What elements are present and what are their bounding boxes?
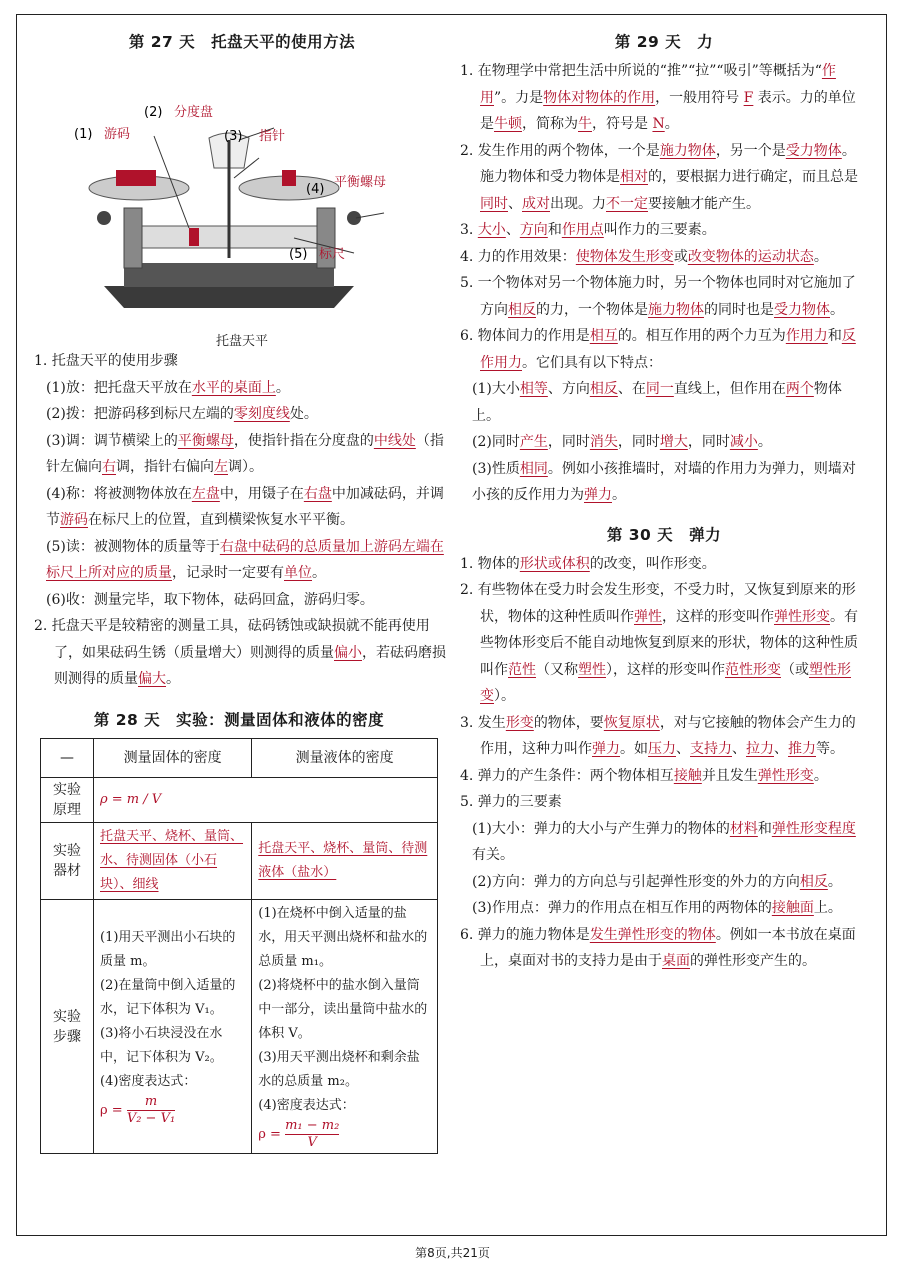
label-1-num: (1): [74, 127, 93, 142]
body-text: ，同时: [547, 434, 590, 450]
day29-title: 第 29 天 力: [614, 33, 714, 51]
body-text: ，另一个是: [715, 142, 786, 159]
label-dial: 分度盘: [174, 105, 214, 120]
answer-text: 成对: [522, 195, 550, 212]
body-text: 。有些物体形变后不能自动地恢复到原来的形状，物体的这种性质叫作: [480, 608, 858, 678]
day27-title: 第 27 天 托盘天平的使用方法: [128, 33, 356, 51]
equipment-solid: 托盘天平、烧杯、量筒、水、待测固体（小石块）、细线: [94, 823, 252, 900]
answer-text: 作用: [480, 63, 836, 106]
answer-text: 减小: [729, 434, 758, 450]
body-text: 中，用镊子在: [219, 485, 304, 502]
left-column: [34, 30, 450, 693]
body-text: 并且发生: [701, 767, 758, 784]
day30-item: [460, 710, 868, 763]
body-text: 叫作力的三要素。: [603, 222, 716, 238]
answer-text: 作用力: [785, 328, 828, 344]
body-text: 的。相互作用的两个力互为: [617, 328, 786, 344]
body-text: 。: [813, 248, 828, 265]
answer-text: 方向: [519, 222, 548, 238]
body-text: (1)放：把托盘天平放在: [46, 379, 192, 396]
body-text: ，使指针指在分度盘的: [233, 432, 374, 449]
liquid-step-4: (4)密度表达式：: [258, 1098, 355, 1113]
body-text: (2)方向：弹力的方向总与引起弹性形变的外力的方向: [472, 873, 800, 890]
answer-text: F: [743, 89, 754, 106]
answer-text: 相反: [508, 301, 536, 318]
day29-item: [460, 323, 868, 376]
balance-illustration: [34, 58, 450, 328]
body-text: 1. 托盘天平的使用步骤: [34, 353, 178, 369]
day27-item: [34, 587, 450, 614]
body-text: ）。: [494, 688, 515, 704]
day28-title: 第 28 天 实验：测量固体和液体的密度: [93, 711, 385, 729]
body-text: ，同时: [617, 434, 660, 450]
answer-text: 使物体发生形变: [575, 248, 674, 265]
body-text: 。: [664, 116, 679, 132]
body-text: ”。力是: [494, 89, 544, 106]
day29-item: [460, 376, 868, 429]
balance-body: [124, 263, 334, 287]
body-text: ，同时: [687, 434, 730, 450]
body-text: 4. 弹力的产生条件：两个物体相互: [460, 767, 674, 784]
body-text: 。: [830, 301, 844, 318]
day27-item: [34, 534, 450, 587]
body-text: (3)性质: [472, 460, 520, 477]
answer-text: 施力物体: [659, 142, 716, 159]
answer-text: 推力: [788, 741, 816, 757]
body-text: 2. 托盘天平是较精密的测量工具，砝码锈蚀或缺损就不能再使用了，如果砝码生锈（质量增大）则测得的质量: [34, 618, 430, 661]
label-pointer: 指针: [259, 129, 286, 144]
body-text: 。: [312, 565, 326, 581]
body-text: 1. 物体的: [460, 555, 520, 572]
table-header-corner: —: [41, 739, 94, 778]
answer-text: 左盘: [191, 485, 220, 502]
day27-item: [34, 401, 450, 428]
answer-text: 相反: [589, 381, 618, 397]
row-label-principle: 实验原理: [41, 778, 94, 823]
body-text: 。: [612, 487, 626, 503]
body-text: (6)收：测量完毕，取下物体，砝码回盒，游码归零。: [46, 591, 374, 608]
weight-on-pan: [282, 170, 296, 186]
body-text: 和: [827, 328, 842, 344]
table-header-solid: 测量固体的密度: [94, 739, 252, 778]
answer-text: 塑性: [578, 661, 606, 678]
answer-text: 同时: [480, 195, 508, 212]
answer-text: 受力物体: [785, 142, 842, 159]
figure-caption: 托盘天平: [215, 334, 268, 349]
answer-text: 压力: [648, 741, 676, 757]
body-text: 调）。: [228, 459, 263, 475]
density-table: [40, 738, 438, 1154]
day30-item: [460, 763, 868, 790]
day27-content: [34, 348, 450, 693]
body-text: 的弹性形变产生的。: [690, 953, 816, 969]
answer-text: 拉力: [746, 741, 774, 757]
equipment-liquid: 托盘天平、烧杯、量筒、待测液体（盐水）: [252, 823, 438, 900]
liquid-step-3: (3)用天平测出烧杯和剩余盐水的总质量 m₂。: [258, 1050, 420, 1089]
body-text: (4)称：将被测物体放在: [46, 485, 192, 502]
right-column: [460, 30, 868, 975]
answer-text: 弹力: [584, 487, 612, 503]
day30-content: [460, 551, 868, 975]
body-text: 。它们具有以下特点：: [522, 354, 662, 371]
body-text: 。: [827, 873, 842, 890]
day29-content: [460, 58, 868, 509]
label-rider: 游码: [104, 127, 131, 142]
answer-text: 大小: [477, 222, 506, 238]
body-text: 、: [774, 741, 788, 757]
body-text: ，这样的形变叫作: [662, 608, 774, 625]
body-text: 在标尺上的位置，直到横梁恢复水平平衡。: [88, 512, 354, 528]
label-5-num: (5): [289, 247, 308, 262]
left-balance-nut: [97, 211, 111, 225]
answer-text: 支持力: [690, 741, 732, 757]
day29-item: [460, 217, 868, 244]
answer-text: 相同: [519, 460, 548, 477]
body-text: 、: [676, 741, 690, 757]
answer-text: 相互: [589, 328, 618, 344]
day27-item: [34, 348, 450, 375]
label-4-num: (4): [306, 182, 325, 197]
answer-text: 水平的桌面上: [191, 379, 276, 396]
body-text: 处。: [289, 406, 318, 422]
answer-text: 增大: [659, 434, 688, 450]
body-text: 、方向: [547, 381, 590, 397]
day29-item: [460, 456, 868, 509]
answer-text: 材料: [729, 820, 758, 837]
body-text: (3)作用点：弹力的作用点在相互作用的两物体的: [472, 900, 772, 916]
answer-text: 右盘中砝码的总质量加上游码左端在标尺上所对应的质量: [46, 538, 444, 581]
body-text: (3)调：调节横梁上的: [46, 432, 178, 449]
day27-item: [34, 481, 450, 534]
body-text: 1. 在物理学中常把生活中所说的“推”“拉”“吸引”等概括为“: [460, 63, 822, 79]
right-balance-nut: [347, 211, 361, 225]
answer-text: 形状或体积: [519, 555, 590, 572]
body-text: 等。: [816, 741, 844, 757]
day30-item: [460, 789, 868, 816]
day29-item: [460, 270, 868, 323]
body-text: 要接触才能产生。: [648, 195, 760, 212]
solid-step-1: (1)用天平测出小石块的质量 m。: [100, 930, 236, 969]
body-text: (1)大小：弹力的大小与产生弹力的物体的: [472, 820, 730, 837]
liquid-step-2: (2)将烧杯中的盐水倒入量筒中一部分，读出量筒中盐水的体积 V。: [258, 978, 428, 1041]
answer-text: 相等: [519, 381, 548, 397]
body-text: 。例如一本书放在桌面上，桌面对书的支持力是由于: [480, 926, 856, 969]
table-header-row: [41, 739, 438, 778]
body-text: ，一般用符号: [655, 89, 744, 106]
body-text: 。: [757, 434, 772, 450]
answer-text: 恢复原状: [603, 714, 660, 731]
day29-item: [460, 58, 868, 138]
left-pillar: [124, 208, 142, 268]
body-text: ，若砝码磨损则测得的质量: [54, 644, 446, 687]
solid-step-3: (3)将小石块浸没在水中，记下体积为 V₂。: [100, 1026, 223, 1065]
answer-text: 桌面: [662, 953, 690, 969]
body-text: 。: [813, 767, 828, 784]
body-text: 有关。: [472, 847, 514, 863]
answer-text: 弹性形变程度: [771, 820, 856, 837]
body-text: 调，指针右偏向: [116, 459, 214, 475]
body-text: 、: [505, 222, 520, 238]
answer-text: 受力物体: [774, 301, 830, 318]
day30-item: [460, 869, 868, 896]
body-text: 5. 弹力的三要素: [460, 794, 562, 810]
body-text: ，记录时一定要有: [172, 565, 284, 581]
body-text: 3.: [460, 222, 478, 238]
body-text: 。施力物体和受力物体是: [480, 142, 856, 185]
body-text: 、: [732, 741, 746, 757]
answer-text: 牛: [578, 116, 592, 132]
answer-text: 偏小: [334, 644, 362, 661]
day30-item: [460, 895, 868, 922]
day30-item: [460, 551, 868, 578]
answer-text: 接触面: [771, 900, 814, 916]
answer-text: 偏大: [138, 671, 166, 687]
solid-step-2: (2)在量筒中倒入适量的水，记下体积为 V₁。: [100, 978, 236, 1017]
body-text: （指针左偏向: [46, 432, 444, 475]
answer-text: 相反: [799, 873, 828, 890]
label-3-num: (3): [224, 129, 243, 144]
body-text: 上。: [813, 900, 842, 916]
body-text: 6. 物体间力的作用是: [460, 328, 590, 344]
table-row-principle: [41, 778, 438, 823]
body-text: 2. 发生作用的两个物体，一个是: [460, 142, 660, 159]
balance-base: [104, 286, 354, 308]
day30-item: [460, 577, 868, 710]
answer-text: 弹力: [592, 741, 620, 757]
steps-liquid: [252, 900, 438, 1154]
body-text: 、: [508, 195, 522, 212]
body-text: 4. 力的作用效果：: [460, 248, 576, 265]
body-text: 和: [757, 820, 772, 837]
day29-item: [460, 244, 868, 271]
answer-text: 相对: [620, 169, 648, 185]
answer-text: 产生: [519, 434, 548, 450]
table-header-liquid: 测量液体的密度: [252, 739, 438, 778]
day29-item: [460, 138, 868, 218]
answer-text: 右盘: [303, 485, 332, 502]
page-footer: 第8页,共21页: [415, 1246, 490, 1260]
rider-weight: [189, 228, 199, 246]
day27-item: [34, 613, 450, 693]
day30-item: [460, 922, 868, 975]
day28-title-wrap: [40, 708, 438, 736]
answer-text: 改变物体的运动状态: [687, 248, 814, 265]
steps-solid: [94, 900, 252, 1154]
label-2-num: (2): [144, 105, 163, 120]
answer-text: 零刻度线: [233, 406, 290, 422]
body-text: 表示。力的单位是: [480, 89, 856, 132]
answer-text: 游码: [60, 512, 88, 528]
table-row-equipment: [41, 823, 438, 900]
answer-text: 物体对物体的作用: [543, 89, 656, 106]
body-text: 中加减砝码，并调节: [46, 485, 444, 528]
body-text: （或: [781, 661, 809, 678]
answer-text: 右: [102, 459, 116, 475]
principle-formula: ρ = m / V: [94, 778, 438, 823]
body-text: (2)拨：把游码移到标尺左端的: [46, 406, 234, 422]
body-text: 3. 发生: [460, 714, 506, 731]
body-text: 6. 弹力的施力物体是: [460, 926, 590, 943]
answer-text: 范性形变: [725, 661, 781, 678]
body-text: ），这样的形变叫作: [606, 661, 725, 678]
body-text: 的物体，要: [533, 714, 604, 731]
answer-text: 弹性形变: [774, 608, 830, 625]
day27-item: [34, 428, 450, 481]
answer-text: 反作用力: [480, 328, 856, 371]
body-text: 直线上，但作用在: [673, 381, 786, 397]
body-text: (1)大小: [472, 381, 520, 397]
body-text: 和: [547, 222, 562, 238]
answer-text: 左: [214, 459, 228, 475]
answer-text: 作用点: [561, 222, 604, 238]
body-text: ，符号是: [592, 116, 653, 132]
answer-text: 施力物体: [648, 301, 704, 318]
answer-text: 塑性形变: [480, 661, 851, 704]
answer-text: 单位: [284, 565, 312, 581]
answer-text: 消失: [589, 434, 618, 450]
answer-text: 范性: [508, 661, 536, 678]
body-text: 的改变，叫作形变。: [589, 555, 716, 572]
answer-text: 不一定: [606, 195, 648, 212]
body-text: 、在: [617, 381, 646, 397]
row-label-equipment: 实验器材: [41, 823, 94, 900]
answer-text: 接触: [673, 767, 702, 784]
liquid-step-1: (1)在烧杯中倒入适量的盐水，用天平测出烧杯和盐水的总质量 m₁。: [258, 906, 428, 969]
body-text: ，简称为: [522, 116, 578, 132]
table-row-steps: [41, 900, 438, 1154]
answer-text: 弹性形变: [757, 767, 814, 784]
answer-text: 同一: [645, 381, 674, 397]
body-text: 。例如小孩推墙时，对墙的作用力为弹力，则墙对小孩的反作用力为: [472, 460, 856, 503]
body-text: 。: [166, 671, 180, 687]
body-text: (2)同时: [472, 434, 520, 450]
label-ruler: 标尺: [319, 247, 346, 262]
day27-item: [34, 375, 450, 402]
day29-item: [460, 429, 868, 456]
balance-figure: [34, 58, 450, 348]
answer-text: 牛顿: [494, 116, 522, 132]
solid-density-formula: ρ = $\frac{m}{\text{V₂ − V₁}}$: [100, 1094, 176, 1126]
liquid-density-formula: ρ = $\frac{\text{m₁ − m₂}}{V}$: [258, 1118, 340, 1150]
body-text: 的力，一个物体是: [536, 301, 648, 318]
answer-text: 平衡螺母: [177, 432, 234, 449]
body-text: 5. 一个物体对另一个物体施力时，另一个物体也同时对它施加了方向: [460, 275, 856, 318]
body-text: 出现。力: [550, 195, 606, 212]
answer-text: 形变: [505, 714, 534, 731]
body-text: 2. 有些物体在受力时会发生形变，不受力时，又恢复到原来的形状，物体的这种性质叫作: [460, 582, 856, 625]
body-text: (5)读：被测物体的质量等于: [46, 538, 220, 555]
body-text: 或: [673, 248, 688, 265]
body-text: 。如: [620, 741, 648, 757]
day30-title: 第 30 天 弹力: [606, 525, 722, 544]
answer-text: 两个: [785, 381, 814, 397]
solid-step-4: (4)密度表达式：: [100, 1074, 197, 1089]
body-text: 的，要根据力进行确定，而且总是: [648, 169, 858, 185]
answer-text: 弹性: [634, 608, 662, 625]
object-on-pan: [116, 170, 156, 186]
body-text: 物体上。: [472, 381, 842, 424]
day30-item: [460, 816, 868, 869]
body-text: （又称: [536, 661, 578, 678]
label-balance-nut: 平衡螺母: [334, 175, 387, 190]
answer-text: 中线处: [373, 432, 416, 449]
body-text: 的同时也是: [704, 301, 774, 318]
body-text: ，对与它接触的物体会产生力的作用，这种力叫作: [480, 714, 856, 757]
body-text: 。: [275, 379, 290, 396]
answer-text: N: [652, 116, 665, 132]
answer-text: 发生弹性形变的物体: [589, 926, 716, 943]
row-label-steps: 实验步骤: [41, 900, 94, 1154]
